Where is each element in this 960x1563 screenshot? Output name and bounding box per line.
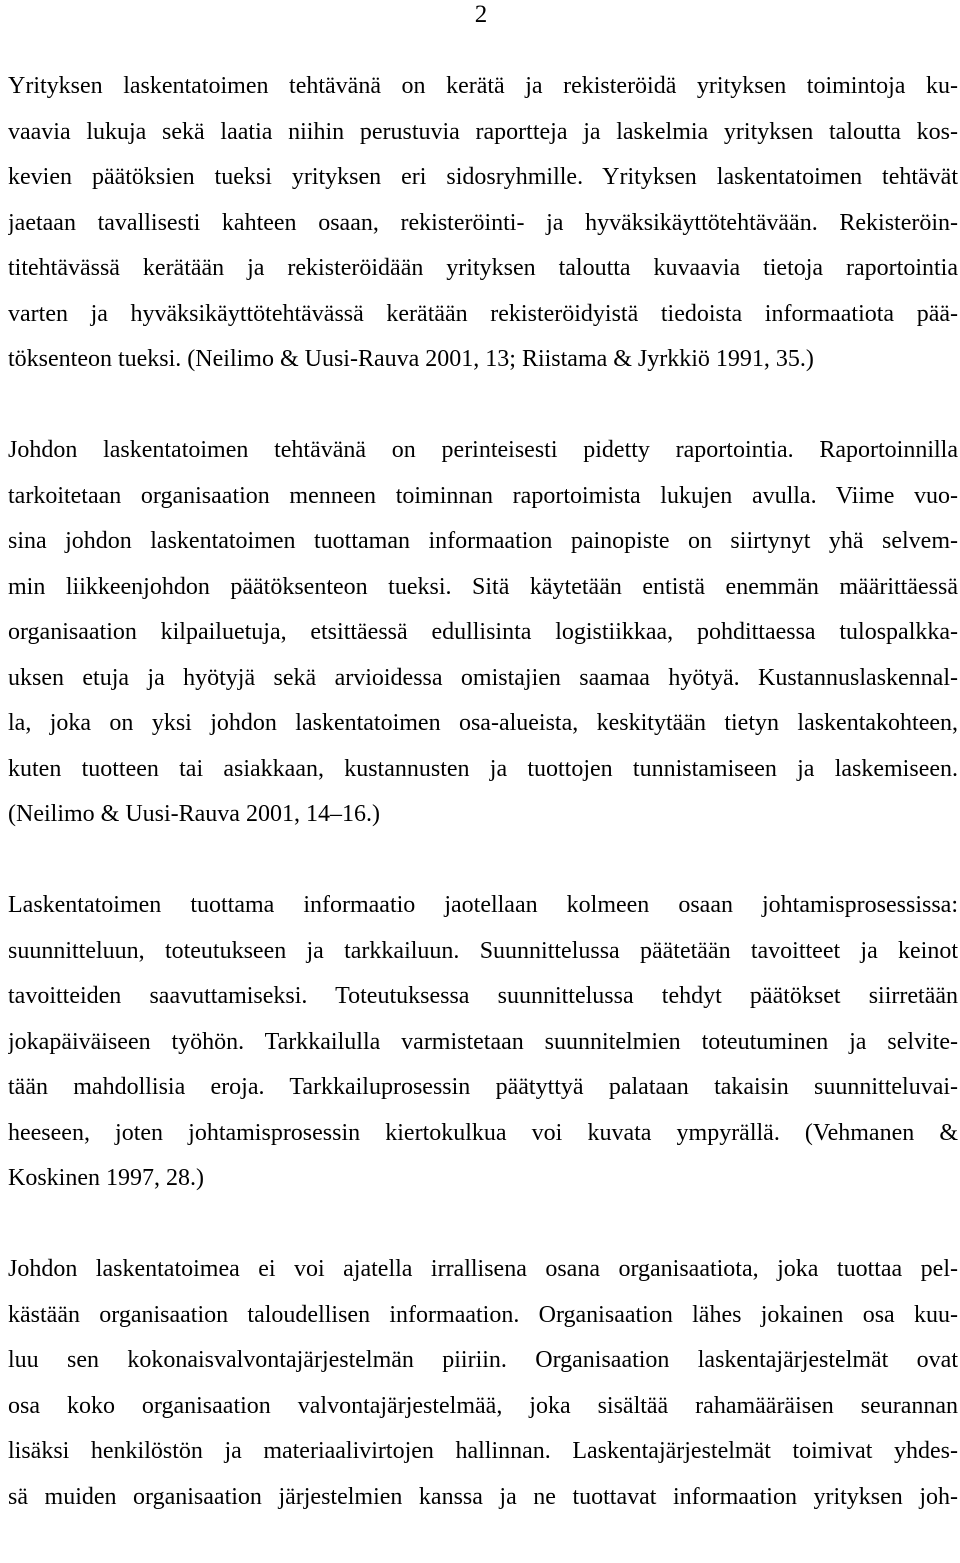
text-line: töksenteon tueksi. (Neilimo & Uusi-Rauva 2001, 13; Riistama & Jyrkkiö 1991, 35.) — [8, 346, 814, 372]
paragraph-gap — [8, 383, 958, 429]
text-line: titehtävässä kerätään ja rekisteröidään yrityksen taloutta kuvaavia tietoja raportointia — [8, 255, 958, 281]
text-line: suunnitteluun, toteutukseen ja tarkkailuun. Suunnittelussa päätetään tavoitteet ja keinot — [8, 937, 958, 964]
text-line: luu sen kokonaisvalvontajärjestelmän piiriin. Organisaation laskentajärjestelmät ovat — [8, 1347, 958, 1373]
text-line: Johdon laskentatoimea ei voi ajatella irrallisena osana organisaatiota, joka tuottaa pel- — [8, 1256, 958, 1282]
text-line: kästään organisaation taloudellisen informaation. Organisaation lähes jokainen osa kuu- — [8, 1301, 958, 1328]
text-line: tään mahdollisia eroja. Tarkkailuprosessin päätyttyä palataan takaisin suunnitteluvai- — [8, 1074, 958, 1100]
text-line: organisaation kilpailuetuja, etsittäessä edullisinta logistiikkaa, pohdittaessa tulospalkka- — [8, 619, 958, 645]
text-line: Johdon laskentatoimen tehtävänä on perinteisesti pidetty raportointia. Raportoinnilla — [8, 437, 958, 463]
text-line: Yrityksen laskentatoimen tehtävänä on kerätä ja rekisteröidä yrityksen toimintoja ku- — [8, 73, 958, 99]
text-line: varten ja hyväksikäyttötehtävässä kerätään rekisteröidyistä tiedoista informaatiota pää- — [8, 300, 958, 327]
paragraph-johtamisprosessi — [8, 883, 958, 1202]
paragraph-valvontajarjestelma — [8, 1247, 958, 1520]
text-line: (Neilimo & Uusi-Rauva 2001, 14–16.) — [8, 801, 380, 827]
text-line: kuten tuotteen tai asiakkaan, kustannusten ja tuottojen tunnistamiseen ja laskemiseen. — [8, 755, 958, 782]
paragraph-gap — [8, 1202, 958, 1248]
text-line: sä muiden organisaation järjestelmien kanssa ja ne tuottavat informaation yrityksen joh- — [8, 1483, 958, 1510]
text-line: kevien päätöksien tueksi yrityksen eri sidosryhmille. Yrityksen laskentatoimen tehtävät — [8, 164, 958, 190]
text-line: jaetaan tavallisesti kahteen osaan, rekisteröinti- ja hyväksikäyttötehtävään. Rekisteröin- — [8, 209, 958, 236]
text-line: sina johdon laskentatoimen tuottaman informaation painopiste on siirtynyt yhä selvem- — [8, 528, 958, 554]
text-line: vaavia lukuja sekä laatia niihin perustuvia raportteja ja laskelmia yrityksen taloutta kos- — [8, 118, 958, 145]
text-line: min liikkeenjohdon päätöksenteon tueksi. Sitä käytetään entistä enemmän määrittäessä — [8, 573, 958, 600]
text-line: tarkoitetaan organisaation menneen toiminnan raportoimista lukujen avulla. Viime vuo- — [8, 482, 958, 509]
text-line: osa koko organisaation valvontajärjestelmää, joka sisältää rahamääräisen seurannan — [8, 1392, 958, 1419]
text-line: lisäksi henkilöstön ja materiaalivirtojen hallinnan. Laskentajärjestelmät toimivat yhdes- — [8, 1438, 958, 1464]
paragraph-johdon-laskentatoimi — [8, 428, 958, 838]
text-line: jokapäiväiseen työhön. Tarkkailulla varmistetaan suunnitelmien toteutuminen ja selvite- — [8, 1028, 958, 1055]
text-line: Laskentatoimen tuottama informaatio jaotellaan kolmeen osaan johtamisprosessissa: — [8, 892, 958, 918]
text-line: la, joka on yksi johdon laskentatoimen osa-alueista, keskitytään tietyn laskentakohteen, — [8, 710, 958, 736]
text-line: uksen etuja ja hyötyjä sekä arvioidessa omistajien saamaa hyötyä. Kustannuslaskennal- — [8, 664, 958, 691]
text-line: heeseen, joten johtamisprosessin kiertokulkua voi kuvata ympyrällä. (Vehmanen & — [8, 1119, 958, 1146]
page-number: 2 — [474, 1, 488, 28]
paragraph-gap — [8, 838, 958, 884]
paragraph-laskentatoimen-tehtava — [8, 64, 958, 383]
text-line: Koskinen 1997, 28.) — [8, 1165, 204, 1191]
text-line: tavoitteiden saavuttamiseksi. Toteutuksessa suunnittelussa tehdyt päätökset siirretään — [8, 983, 958, 1009]
document-body — [8, 64, 958, 1520]
